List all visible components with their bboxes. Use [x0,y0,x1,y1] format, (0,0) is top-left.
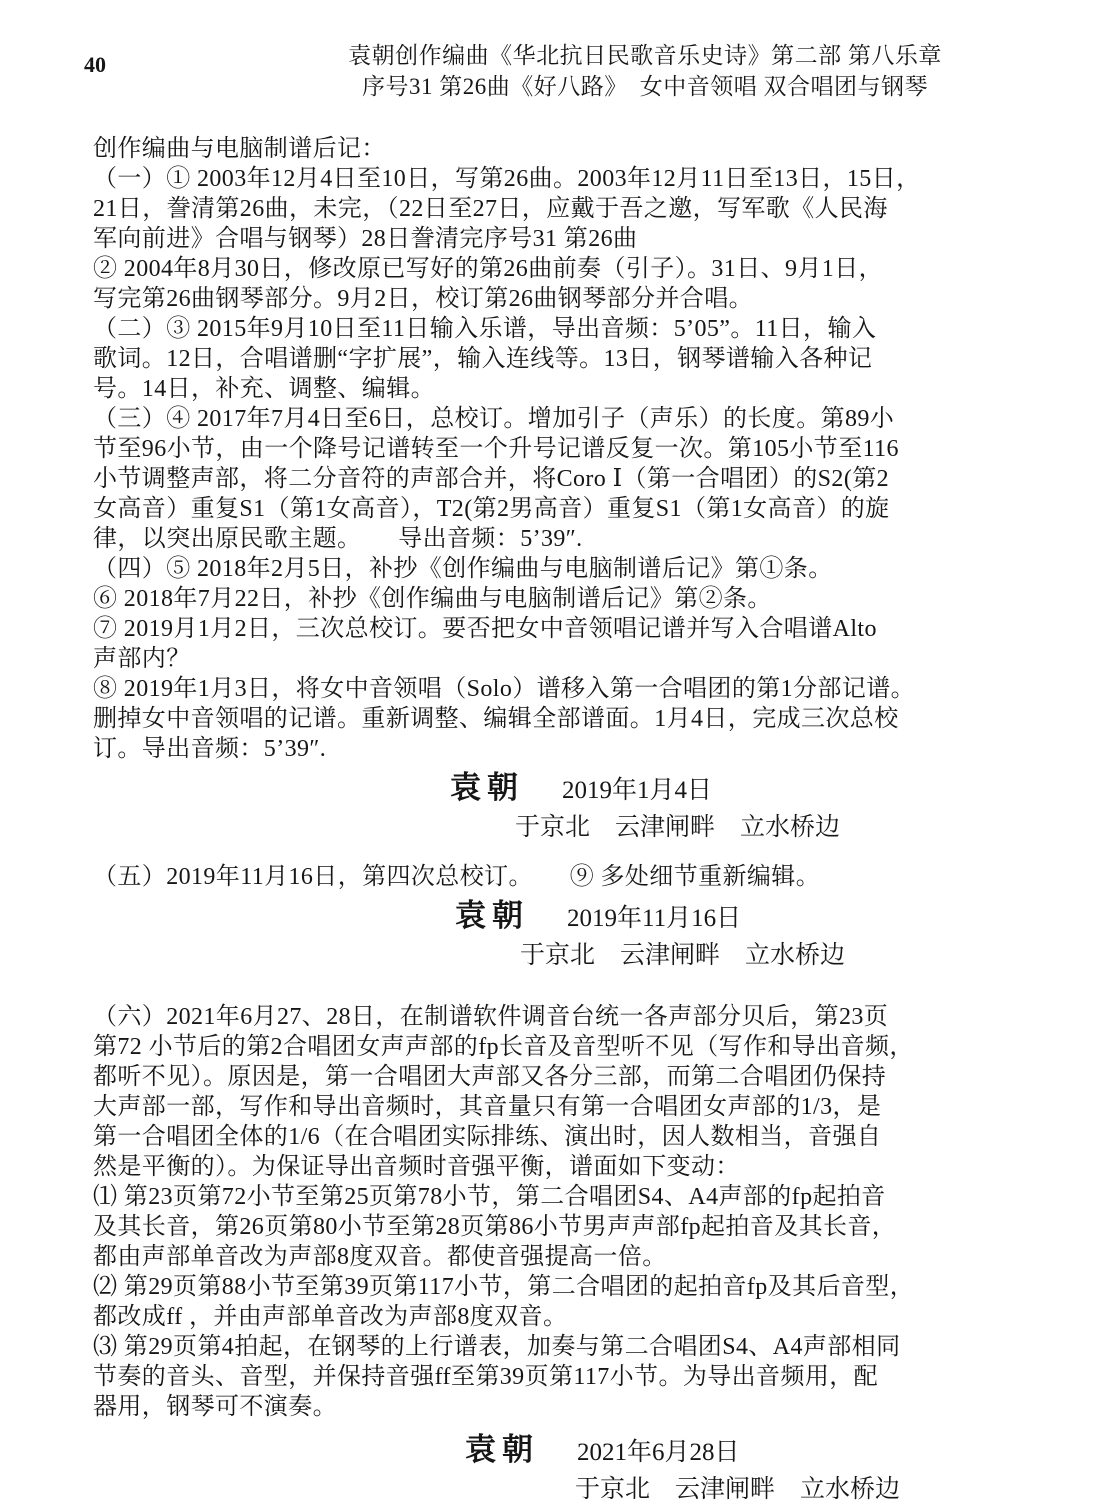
document-header [0,0,1100,102]
text-line: ② 2004年8月30日，修改原已写好的第26曲前奏（引子）。31日、9月1日， [93,256,883,282]
text-line: 第72 小节后的第2合唱团女声声部的fp长音及音型听不见（写作和导出音频， [93,1034,914,1060]
signature-row [465,1430,1040,1473]
text-line: ⑦ 2019月1月2日，三次总校订。要否把女中音领唱记谱并写入合唱谱Alto [93,616,877,642]
signature-place: 于京北 云津闸畔 立水桥边 [575,1476,901,1503]
text-line: 写完第26曲钢琴部分。9月2日，校订第26曲钢琴部分并合唱。 [93,286,753,312]
text-line: （六）2021年6月27、28日，在制谱软件调音台统一各声部分贝后，第23页 [93,1004,889,1030]
signature-block [93,896,1040,972]
text-line: ⑴ 第23页第72小节至第25页第78小节，第二合唱团S4、A4声部的fp起拍音 [93,1184,886,1210]
text-line: ⑧ 2019年1月3日，将女中音领唱（Solo）谱移入第一合唱团的第1分部记谱。 [93,676,916,702]
signature-date: 2019年1月4日 [562,777,713,804]
signature-place: 于京北 云津闸畔 立水桥边 [515,814,841,841]
text-line: 律，以突出原民歌主题。 导出音频：5’39″. [93,526,583,552]
text-line: ⑥ 2018年7月22日，补抄《创作编曲与电脑制谱后记》第②条。 [93,586,772,612]
paragraph [93,862,1040,892]
text-line: 第一合唱团全体的1/6（在合唱团实际排练、演出时，因人数相当，音强自 [93,1124,882,1150]
signature-name: 袁朝 [455,898,529,933]
text-line: 号。14日，补充、调整、编辑。 [93,376,435,402]
text-line: 节奏的音头、音型，并保持音强ff至第39页第117小节。为导出音频用，配 [93,1364,879,1390]
text-line: 订。导出音频：5’39″. [93,736,327,762]
text-line: 创作编曲与电脑制谱后记： [93,136,386,162]
paragraph [93,1002,1040,1422]
text-line: ⑶ 第29页第4拍起，在钢琴的上行谱表，加奏与第二合唱团S4、A4声部相同 [93,1334,901,1360]
text-line: 器用，钢琴可不演奏。 [93,1394,337,1420]
text-line: 都改成ff ，并由声部单音改为声部8度双音。 [93,1304,568,1330]
signature-place: 于京北 云津闸畔 立水桥边 [520,942,846,969]
page-number: 40 [84,52,106,77]
text-line: 节至96小节，由一个降号记谱转至一个升号记谱反复一次。第105小节至116 [93,436,899,462]
text-line: 大声部一部，写作和导出音频时，其音量只有第一合唱团女声部的1/3，是 [93,1094,882,1120]
text-line: 删掉女中音领唱的记谱。重新调整、编辑全部谱面。1月4日，完成三次总校 [93,706,899,732]
text-line: 都由声部单音改为声部8度双音。都使音强提高一倍。 [93,1244,667,1270]
text-line: （五）2019年11月16日，第四次总校订。 ⑨ 多处细节重新编辑。 [93,864,821,890]
text-line: 军向前进》合唱与钢琴）28日誊清完序号31 第26曲 [93,226,638,252]
text-line: ⑵ 第29页第88小节至第39页第117小节，第二合唱团的起拍音fp及其后音型， [93,1274,915,1300]
paragraph [93,134,1040,764]
text-line: 小节调整声部，将二分音符的声部合并，将Coro Ⅰ（第一合唱团）的S2(第2 [93,466,890,492]
text-line: 歌词。12日，合唱谱删“字扩展”，输入连线等。13日，钢琴谱输入各种记 [93,346,873,372]
header-line-1: 袁朝创作编曲《华北抗日民歌音乐史诗》第二部 第八乐章 [348,43,942,68]
text-line: （二）③ 2015年9月10日至11日输入乐谱，导出音频：5’05”。11日，输入 [93,316,877,342]
signature-block [93,768,1040,844]
text-line: （四）⑤ 2018年2月5日，补抄《创作编曲与电脑制谱后记》第①条。 [93,556,833,582]
signature-date: 2019年11月16日 [567,905,742,932]
signature-row [455,896,1040,939]
text-line: 女高音）重复S1（第1女高音），T2(第2男高音）重复S1（第1女高音）的旋 [93,496,890,522]
text-line: 及其长音，第26页第80小节至第28页第86小节男声声部fp起拍音及其长音， [93,1214,897,1240]
signature-name: 袁朝 [465,1432,539,1467]
text-line: （三）④ 2017年7月4日至6日，总校订。增加引子（声乐）的长度。第89小 [93,406,895,432]
text-line: （一）① 2003年12月4日至10日，写第26曲。2003年12月11日至13日，15日， [93,166,921,192]
signature-date: 2021年6月28日 [577,1439,740,1466]
document-body [0,134,1100,1506]
signature-name: 袁朝 [450,770,524,805]
header-line-2: 序号31 第26曲《好八路》 女中音领唱 双合唱团与钢琴 [362,74,928,99]
text-line: 21日，誊清第26曲，未完，（22日至27日，应戴于吾之邀，写军歌《人民海 [93,196,888,222]
signature-block [93,1430,1040,1506]
text-line: 都听不见）。原因是，第一合唱团大声部又各分三部，而第二合唱团仍保持 [93,1064,887,1090]
text-line: 声部内？ [93,646,191,672]
text-line: 然是平衡的）。为保证导出音频时音强平衡，谱面如下变动： [93,1154,740,1180]
signature-row [450,768,1040,811]
